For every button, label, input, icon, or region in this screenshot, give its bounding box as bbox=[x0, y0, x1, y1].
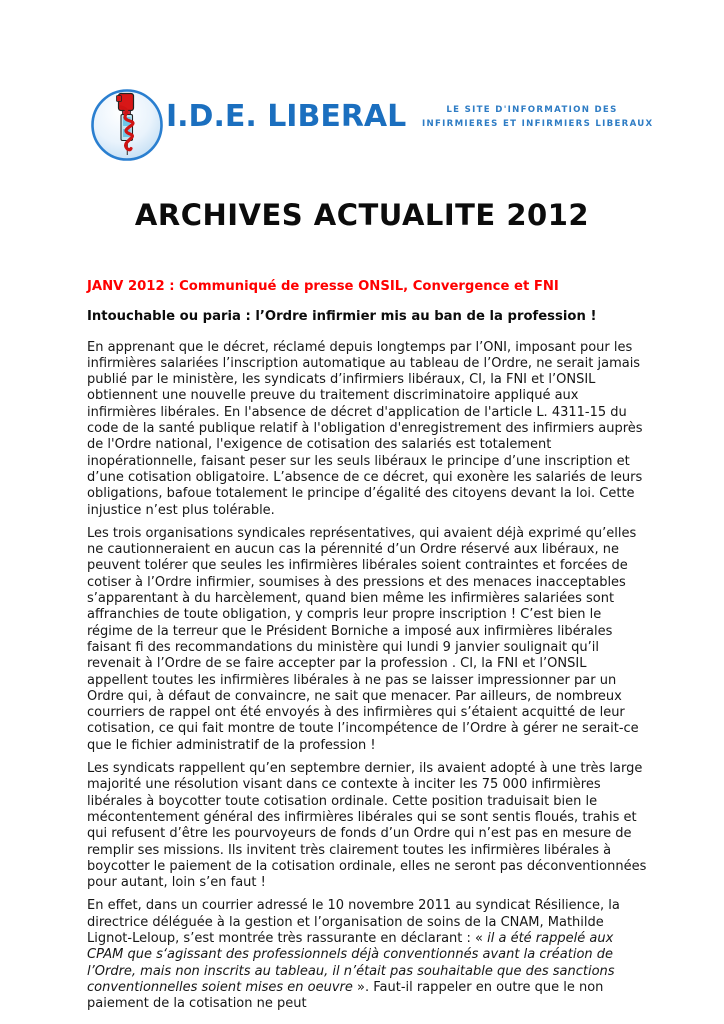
article-title: Intouchable ou paria : l’Ordre infirmier mis au ban de la profession ! bbox=[87, 309, 597, 325]
site-logo-text: I.D.E. LIBERAL bbox=[166, 99, 407, 134]
site-tagline bbox=[422, 103, 654, 131]
paragraph-4-lead: En effet, dans un courrier adressé le 10 novembre 2011 au syndicat Résilience, la directrice déléguée à la gestion et l’organisation de soins de la CNAM, Mathilde Lignot-Leloup, s’est montrée très rassurante en déclarant : « bbox=[87, 898, 620, 946]
site-header bbox=[90, 86, 654, 168]
syringe-snake-logo-icon bbox=[90, 86, 166, 170]
article-paragraph-4 bbox=[87, 898, 647, 1012]
article-paragraph-3: Les syndicats rappellent qu’en septembre dernier, ils avaient adopté à une très large majorité une résolution visant dans ce contexte à inciter les 75 000 infirmières libérales à boycotter toute cotisation ordinale. Cette position traduisait bien le mécontentement général des infirmières libérales qui se sont sentis floués, trahis et qui refusent d’être les pourvoyeurs de fonds d’un Ordre qui n’est pas en mesure de remplir ses missions. Ils invitent très clairement toutes les infirmières libérales à boycotter le paiement de la cotisation ordinale, elles ne seront pas déconventionnées pour autant, loin s’en faut ! bbox=[87, 761, 647, 891]
article-paragraph-1: En apprenant que le décret, réclamé depuis longtemps par l’ONI, imposant pour les infirmières salariées l’inscription automatique au tableau de l’Ordre, ne serait jamais publié par le ministère, les syndicats d’infirmiers libéraux, CI, la FNI et l’ONSIL obtiennent une nouvelle preuve du traitement discriminatoire appliqué aux infirmières libérales. En l'absence de décret d'application de l'article L. 4311-15 du code de la santé publique relatif à l'obligation d'enregistrement des infirmiers auprès de l'Ordre national, l'exigence de cotisation des salariés est totalement inopérationnelle, faisant peser sur les seuls libéraux le principe d’une inscription et d’une cotisation obligatoire. L’absence de ce décret, qui exonère les salariés de leurs obligations, bafoue totalement le principe d’égalité des citoyens devant la loi. Cette injustice n’est plus tolérable. bbox=[87, 339, 643, 518]
article-paragraph-2: Les trois organisations syndicales représentatives, qui avaient déjà exprimé qu’elles ne cautionneraient en aucun cas la pérennité d’un Ordre réservé aux libéraux, ne peuvent tolérer que seules les infirmières libérales soient contraintes et forcées de cotiser à l’Ordre infirmier, soumises à des pressions et des menaces inacceptables s’apparentant à du harcèlement, quand bien même les infirmières salariées sont affranchies de toute obligation, y compris leur propre inscription ! C’est bien le régime de la terreur que le Président Borniche a imposé aux infirmières libérales faisant fi des recommandations du ministère qui lundi 9 janvier soulignait qu’il revenait à l’Ordre de se faire accepter par la profession . CI, la FNI et l’ONSIL appellent toutes les infirmières libérales à ne pas se laisser impressionner par un Ordre qui, à défaut de convaincre, ne sait que menacer. Par ailleurs, de nombreux courriers de rappel ont été envoyés à des infirmières qui s’étaient acquitté de leur cotisation, ce qui fait montre de toute l’incompétence de l’Ordre à gérer ne serait-ce que le fichier administratif de la profession ! bbox=[87, 525, 639, 753]
page-title: ARCHIVES ACTUALITE 2012 bbox=[134, 198, 590, 232]
paragraph-4-tail: ». Faut-il rappeler en outre que le non paiement de la cotisation ne peut bbox=[87, 979, 604, 1012]
quoted-statement: il a été rappelé aux CPAM que s‘agissant des professionnels déjà conventionnés avant la création de l’Ordre, mais non inscrits au tableau, il n’était pas souhaitable que des sanctions conventionnelles soient mises en oeuvre bbox=[87, 930, 615, 995]
site-tagline-line2: INFIRMIERES ET INFIRMIERS LIBERAUX bbox=[422, 119, 654, 129]
article-body bbox=[87, 279, 647, 1019]
article-date-heading: JANV 2012 : Communiqué de presse ONSIL, Convergence et FNI bbox=[87, 279, 559, 294]
site-tagline-line1: LE SITE D'INFORMATION DES bbox=[446, 105, 618, 115]
